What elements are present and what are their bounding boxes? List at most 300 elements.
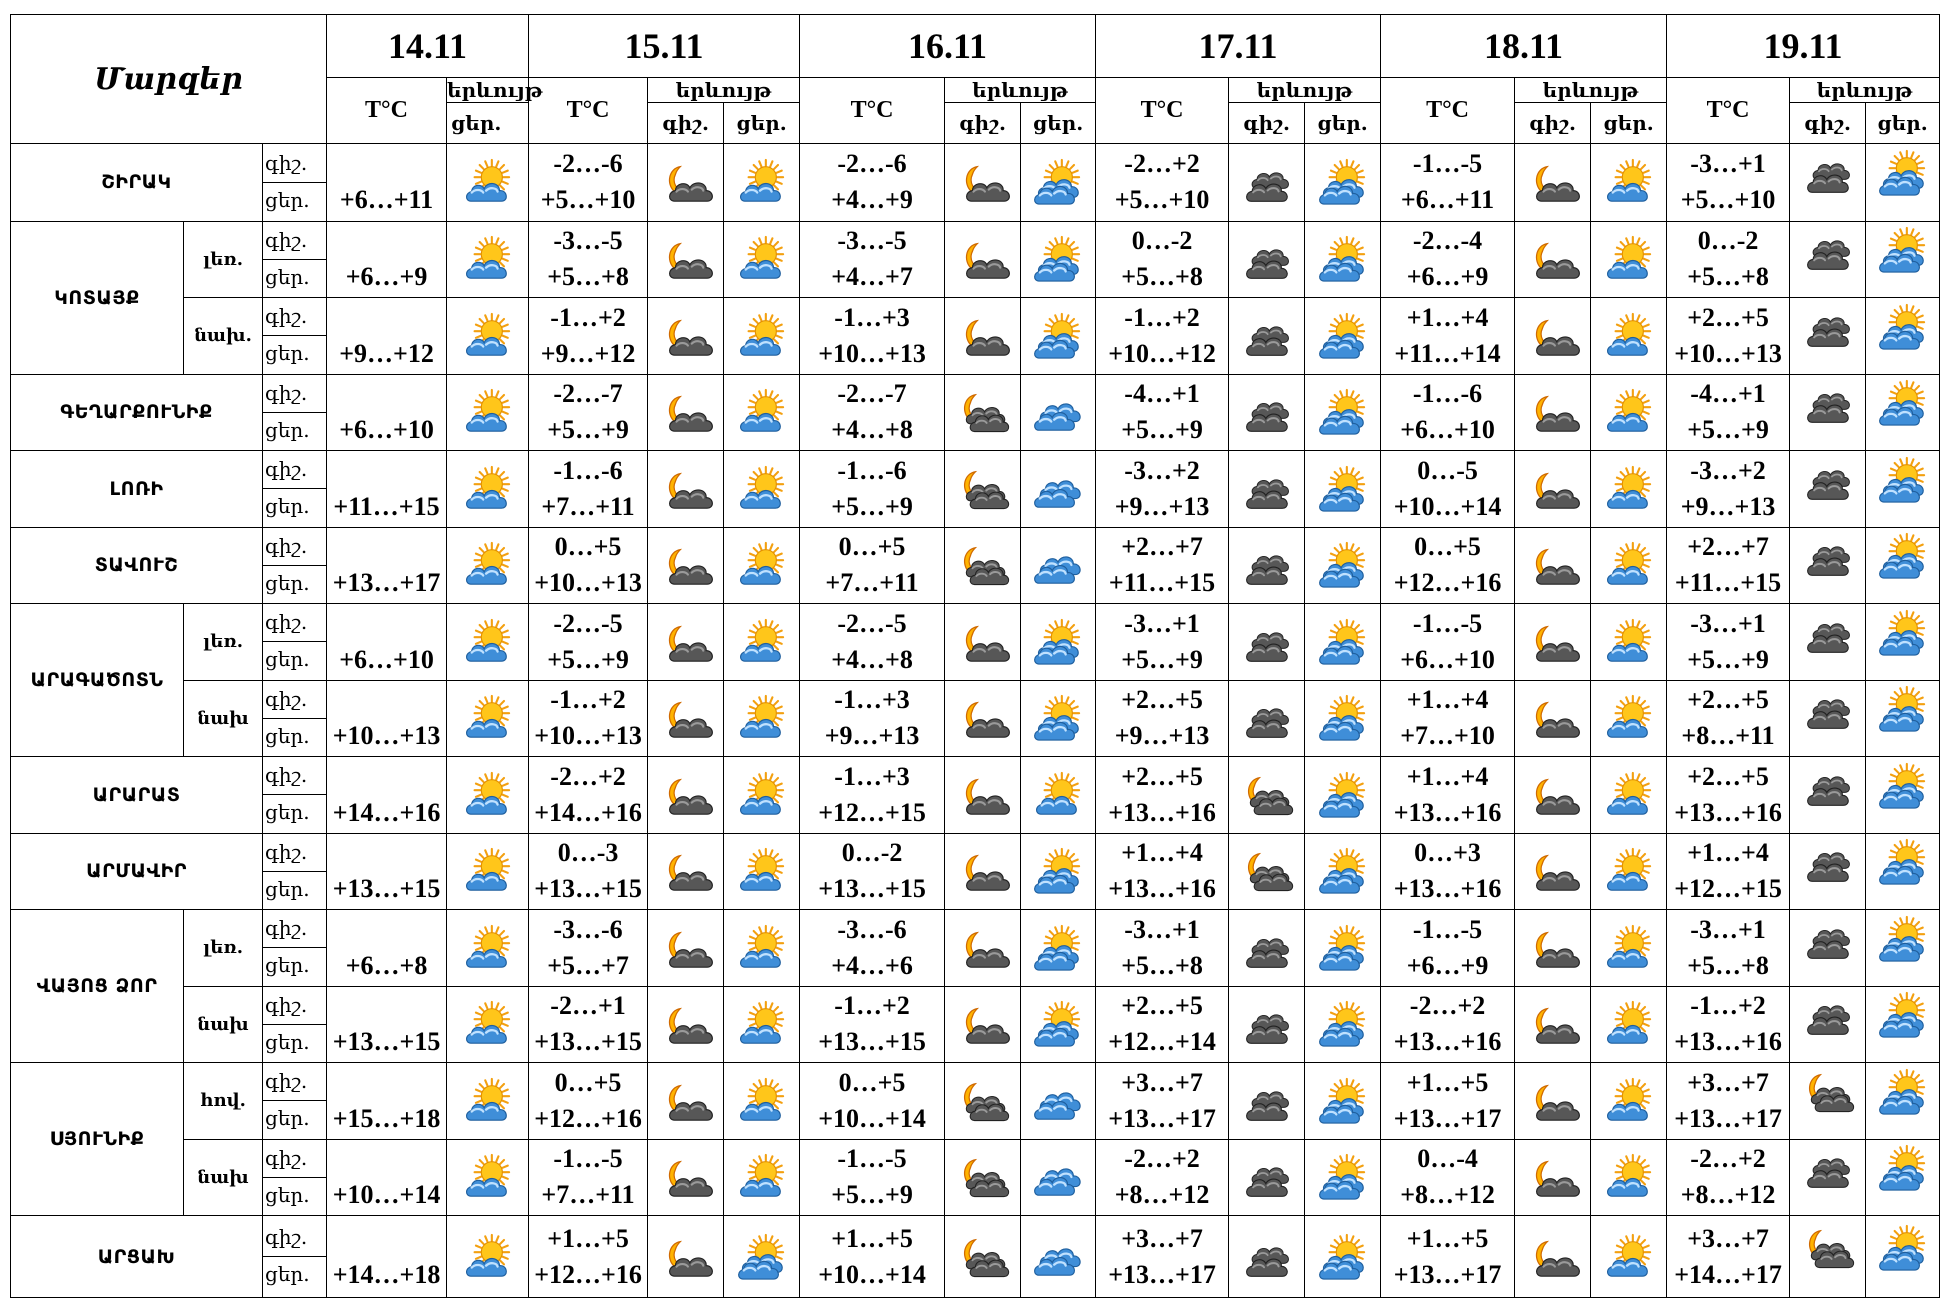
- sun-cloud-icon: [733, 1078, 791, 1124]
- night-label: գիշ.: [265, 533, 308, 558]
- sun-clouds-icon: [1314, 1078, 1372, 1124]
- night-phenomenon-cell: [1790, 910, 1866, 987]
- night-temp: -1…-6: [1412, 379, 1483, 409]
- night-label: գիշ.: [265, 916, 308, 941]
- day-phenomenon-cell: [1866, 451, 1940, 528]
- temperature-cell: [800, 910, 945, 987]
- sun-cloud-icon: [1600, 695, 1658, 741]
- clouds-icon: [1799, 457, 1857, 503]
- night-temp: -2…+2: [550, 761, 626, 791]
- temperature-cell: [1096, 298, 1229, 375]
- day-phenomenon-cell: [724, 910, 800, 987]
- day-phenomenon-cell: [1866, 1216, 1940, 1298]
- sun-cloud-icon: [733, 466, 791, 512]
- temperature-cell: [800, 757, 945, 834]
- day-phenomenon-cell: [1021, 298, 1096, 375]
- temperature-cell: [1096, 910, 1229, 987]
- sun-clouds-icon: [1874, 380, 1932, 426]
- phenomenon-cell: [447, 757, 529, 834]
- moon-cloud-icon: [1524, 1234, 1582, 1280]
- day-temp: +5…+9: [1121, 415, 1203, 445]
- day-phenomenon-cell: [1305, 910, 1381, 987]
- day-phenomenon-cell: [1021, 1063, 1096, 1140]
- day-phenomenon-cell: [1021, 221, 1096, 298]
- date-header: 16.11: [800, 15, 1096, 78]
- night-day-label: [263, 1139, 327, 1216]
- night-phenomenon-cell: [1790, 757, 1866, 834]
- temperature-cell: [1667, 1063, 1790, 1140]
- sun-clouds-icon: [1874, 533, 1932, 579]
- day-temp: +11…+14: [1394, 338, 1501, 368]
- day-temp: +14…+16: [534, 797, 642, 827]
- day-phenomenon-cell: [1305, 221, 1381, 298]
- night-temp: -3…-6: [837, 914, 907, 944]
- temperature-cell: [529, 451, 648, 528]
- night-day-label: [263, 451, 327, 528]
- temperature-cell: [1667, 833, 1790, 910]
- moon-clouds-icon: [954, 1078, 1012, 1124]
- sun-clouds-icon: [1314, 1234, 1372, 1280]
- night-phenomenon-cell: [1790, 1063, 1866, 1140]
- night-phenomenon-cell: [1229, 680, 1305, 757]
- night-temp: -2…+2: [1690, 1144, 1766, 1174]
- clouds-icon: [1238, 619, 1296, 665]
- day-phenomenon-cell: [1591, 1139, 1667, 1216]
- subregion-label: լեռ.: [184, 604, 263, 681]
- day-temp: +13…+16: [1674, 797, 1782, 827]
- day-phenomenon-cell: [1591, 1063, 1667, 1140]
- temperature-cell: [1381, 527, 1515, 604]
- blue-clouds-icon: [1029, 1234, 1087, 1280]
- day-phenomenon-cell: [1866, 680, 1940, 757]
- day-phenomenon-cell: [724, 757, 800, 834]
- day-temp: +6…+9: [1406, 262, 1489, 292]
- night-temp: -2…+1: [550, 991, 626, 1021]
- night-temp: -3…+2: [1690, 455, 1766, 485]
- temperature-cell: [529, 1063, 648, 1140]
- region-name: ԱՐՑԱԽ: [11, 1216, 263, 1298]
- sun-cloud-icon: [733, 1154, 791, 1200]
- night-phenomenon-cell: [945, 910, 1021, 987]
- night-day-label: [263, 527, 327, 604]
- day-phenomenon-cell: [1591, 757, 1667, 834]
- night-temp: 0…-5: [1417, 455, 1478, 485]
- night-day-label: [263, 298, 327, 375]
- phenomenon-cell: [447, 910, 529, 987]
- temperature-cell: [800, 604, 945, 681]
- date-row: [11, 15, 1940, 78]
- day-temp: +4…+8: [831, 415, 913, 445]
- day-label: ցեր.: [263, 947, 326, 984]
- sun-clouds-icon: [1874, 227, 1932, 273]
- moon-cloud-icon: [954, 848, 1012, 894]
- table-row: [11, 604, 1940, 681]
- night-phenomenon-cell: [945, 757, 1021, 834]
- night-label: գիշ.: [265, 1145, 308, 1170]
- moon-cloud-icon: [657, 1001, 715, 1047]
- day-label: ցեր.: [263, 182, 326, 219]
- table-row: [11, 910, 1940, 987]
- temperature-cell: [1381, 986, 1515, 1063]
- temperature-cell: [1667, 221, 1790, 298]
- night-temp: +2…+5: [1687, 685, 1769, 715]
- temperature-cell: [1096, 1216, 1229, 1298]
- moon-cloud-icon: [657, 1234, 715, 1280]
- day-temp: +5…+10: [540, 185, 636, 215]
- night-day-label: [263, 680, 327, 757]
- temperature-cell: [800, 1139, 945, 1216]
- day-phenomenon-cell: [1866, 221, 1940, 298]
- moon-cloud-icon: [1524, 772, 1582, 818]
- night-temp: +2…+7: [1121, 532, 1203, 562]
- day-phenomenon-cell: [1866, 986, 1940, 1063]
- day-phenomenon-cell: [1591, 374, 1667, 451]
- sun-clouds-icon: [1029, 925, 1087, 971]
- day-label: ցեր.: [263, 1024, 326, 1061]
- temperature-cell: [1667, 451, 1790, 528]
- temperature-cell: [529, 527, 648, 604]
- night-phenomenon-cell: [1229, 1216, 1305, 1298]
- clouds-icon: [1238, 466, 1296, 512]
- night-label: գիշ.: [265, 610, 308, 635]
- night-phenomenon-cell: [945, 1063, 1021, 1140]
- phenomenon-header: երևույթ: [1229, 78, 1381, 103]
- night-header: գիշ.: [1229, 103, 1305, 144]
- sun-cloud-icon: [459, 466, 517, 512]
- temperature-cell: [800, 1216, 945, 1298]
- date-header: 14.11: [327, 15, 529, 78]
- temperature-cell: [529, 833, 648, 910]
- temperature-cell: [529, 757, 648, 834]
- moon-cloud-icon: [657, 313, 715, 359]
- table-row: [11, 1063, 1940, 1140]
- temperature-cell: [1381, 604, 1515, 681]
- day-header: ցեր.: [1021, 103, 1096, 144]
- night-temp: -3…+1: [1690, 608, 1766, 638]
- sun-clouds-icon: [1029, 159, 1087, 205]
- night-phenomenon-cell: [1229, 910, 1305, 987]
- temperature-cell: [529, 144, 648, 222]
- night-phenomenon-cell: [1515, 298, 1591, 375]
- day-label: ցեր.: [263, 1256, 326, 1293]
- night-day-label: [263, 833, 327, 910]
- subregion-label: նախ: [184, 1139, 263, 1216]
- day-phenomenon-cell: [724, 451, 800, 528]
- region-name: ԱՐՄԱՎԻՐ: [11, 833, 263, 910]
- day-temp: +8…+12: [1114, 1180, 1210, 1210]
- night-day-label: [263, 374, 327, 451]
- day-temp: +13…+17: [1393, 1259, 1502, 1289]
- day-phenomenon-cell: [1305, 374, 1381, 451]
- night-temp: +1…+5: [1406, 1067, 1489, 1097]
- day-phenomenon-cell: [1591, 1216, 1667, 1298]
- temperature-cell: [529, 604, 648, 681]
- subregion-label: հով.: [184, 1063, 263, 1140]
- day-phenomenon-cell: [724, 986, 800, 1063]
- sun-clouds-icon: [1314, 619, 1372, 665]
- night-temp: -1…+2: [834, 991, 910, 1021]
- blue-clouds-icon: [1029, 466, 1087, 512]
- moon-cloud-icon: [657, 848, 715, 894]
- sun-clouds-icon: [1314, 236, 1372, 282]
- sun-cloud-icon: [1600, 542, 1658, 588]
- day-temp: +9…+13: [1114, 491, 1210, 521]
- day-temp: +13…+17: [1393, 1103, 1502, 1133]
- night-day-label: [263, 1216, 327, 1298]
- night-phenomenon-cell: [648, 986, 724, 1063]
- day-temp: +4…+7: [831, 262, 913, 292]
- temperature-cell: +9…+12: [327, 298, 447, 375]
- day-temp: +11…+15: [1108, 568, 1216, 598]
- night-temp: -1…+2: [550, 685, 626, 715]
- day-header: ցեր.: [1305, 103, 1381, 144]
- moon-cloud-icon: [657, 619, 715, 665]
- night-temp: 0…-2: [1131, 226, 1193, 256]
- day-temp: +7…+11: [825, 568, 919, 598]
- day-temp: +10…+14: [818, 1103, 926, 1133]
- night-temp: -3…+1: [1690, 149, 1766, 179]
- day-temp: +5…+8: [1687, 950, 1769, 980]
- night-phenomenon-cell: [648, 374, 724, 451]
- day-temp: +5…+9: [547, 644, 629, 674]
- night-temp: -2…-6: [837, 149, 907, 179]
- day-phenomenon-cell: [1591, 910, 1667, 987]
- phenomenon-cell: [447, 298, 529, 375]
- night-phenomenon-cell: [945, 680, 1021, 757]
- sun-cloud-icon: [1600, 236, 1658, 282]
- day-temp: +10…+13: [1674, 338, 1782, 368]
- phenomenon-cell: [447, 451, 529, 528]
- sun-cloud-icon: [459, 619, 517, 665]
- night-phenomenon-cell: [648, 833, 724, 910]
- forecast-body: [11, 144, 1940, 1298]
- temp-header: T°C: [529, 78, 648, 144]
- day-phenomenon-cell: [1021, 757, 1096, 834]
- day-temp: +13…+17: [1108, 1103, 1216, 1133]
- day-temp: +7…+10: [1400, 721, 1495, 751]
- night-temp: +1…+5: [1406, 1223, 1489, 1253]
- moon-cloud-icon: [954, 313, 1012, 359]
- sun-clouds-icon: [1314, 313, 1372, 359]
- temperature-cell: [1667, 910, 1790, 987]
- sun-cloud-icon: [733, 159, 791, 205]
- day-header: ցեր.: [1866, 103, 1940, 144]
- day-phenomenon-cell: [1591, 833, 1667, 910]
- day-temp: +13…+16: [1108, 797, 1216, 827]
- day-phenomenon-cell: [1305, 451, 1381, 528]
- night-phenomenon-cell: [648, 451, 724, 528]
- moon-cloud-icon: [657, 236, 715, 282]
- day-phenomenon-cell: [724, 1063, 800, 1140]
- region-name: ԱՐԱՐԱՏ: [11, 757, 263, 834]
- day-temp: +13…+15: [818, 874, 926, 904]
- temperature-cell: +15…+18: [327, 1063, 447, 1140]
- clouds-icon: [1799, 1145, 1857, 1191]
- night-label: գիշ.: [265, 304, 308, 329]
- day-temp: +9…+13: [824, 721, 920, 751]
- temperature-cell: [1096, 374, 1229, 451]
- moon-cloud-icon: [954, 925, 1012, 971]
- moon-cloud-icon: [657, 159, 715, 205]
- date-header: 18.11: [1381, 15, 1667, 78]
- moon-cloud-icon: [954, 695, 1012, 741]
- moon-cloud-icon: [657, 1154, 715, 1200]
- day-phenomenon-cell: [1021, 1216, 1096, 1298]
- night-phenomenon-cell: [1515, 221, 1591, 298]
- clouds-icon: [1799, 304, 1857, 350]
- day-phenomenon-cell: [1021, 833, 1096, 910]
- temperature-cell: [1667, 527, 1790, 604]
- sun-cloud-icon: [459, 1078, 517, 1124]
- night-temp: -1…-5: [1412, 914, 1483, 944]
- temperature-cell: [1667, 298, 1790, 375]
- moon-cloud-icon: [954, 1001, 1012, 1047]
- temperature-cell: [1381, 1216, 1515, 1298]
- region-name: ՇԻՐԱԿ: [11, 144, 263, 222]
- night-phenomenon-cell: [1515, 144, 1591, 222]
- day-label: ցեր.: [263, 1100, 326, 1137]
- night-phenomenon-cell: [1790, 144, 1866, 222]
- night-phenomenon-cell: [945, 604, 1021, 681]
- day-temp: +13…+16: [1393, 1027, 1502, 1057]
- temp-header: T°C: [800, 78, 945, 144]
- phenomenon-cell: [447, 1063, 529, 1140]
- sun-cloud-icon: [459, 1234, 517, 1280]
- night-phenomenon-cell: [648, 144, 724, 222]
- day-phenomenon-cell: [724, 1139, 800, 1216]
- clouds-icon: [1238, 1234, 1296, 1280]
- night-phenomenon-cell: [1515, 833, 1591, 910]
- night-phenomenon-cell: [1790, 221, 1866, 298]
- day-temp: +13…+16: [1108, 874, 1216, 904]
- night-label: գիշ.: [265, 839, 308, 864]
- temperature-cell: [800, 144, 945, 222]
- sun-cloud-icon: [1600, 848, 1658, 894]
- sun-cloud-icon: [733, 848, 791, 894]
- sun-cloud-icon: [1600, 466, 1658, 512]
- day-temp: +5…+8: [547, 262, 629, 292]
- clouds-icon: [1238, 1154, 1296, 1200]
- region-name: ԼՈՌԻ: [11, 451, 263, 528]
- moon-cloud-icon: [954, 236, 1012, 282]
- night-temp: -2…-5: [553, 608, 623, 638]
- day-temp: +9…+12: [540, 338, 636, 368]
- clouds-icon: [1238, 695, 1296, 741]
- sun-clouds-icon: [1874, 150, 1932, 196]
- day-temp: +8…+11: [1681, 721, 1775, 751]
- sun-cloud-icon: [459, 848, 517, 894]
- day-temp: +13…+17: [1674, 1103, 1782, 1133]
- day-temp: +13…+15: [534, 1027, 642, 1057]
- night-temp: +2…+5: [1687, 761, 1769, 791]
- day-phenomenon-cell: [1305, 757, 1381, 834]
- moon-clouds-icon: [954, 542, 1012, 588]
- day-temp: +12…+16: [1393, 568, 1502, 598]
- night-phenomenon-cell: [1790, 1139, 1866, 1216]
- temperature-cell: [529, 221, 648, 298]
- blue-clouds-icon: [1029, 1078, 1087, 1124]
- clouds-icon: [1238, 925, 1296, 971]
- night-temp: +3…+7: [1121, 1223, 1203, 1253]
- table-row: [11, 986, 1940, 1063]
- day-temp: +10…+13: [534, 721, 642, 751]
- sun-clouds-icon: [1874, 610, 1932, 656]
- clouds-icon: [1238, 542, 1296, 588]
- day-temp: +12…+14: [1108, 1027, 1216, 1057]
- night-temp: +3…+7: [1121, 1067, 1203, 1097]
- sun-clouds-icon: [1314, 925, 1372, 971]
- night-day-label: [263, 757, 327, 834]
- night-temp: -2…-6: [553, 149, 623, 179]
- day-phenomenon-cell: [724, 374, 800, 451]
- sun-cloud-icon: [1600, 619, 1658, 665]
- table-row: [11, 451, 1940, 528]
- night-phenomenon-cell: [1515, 986, 1591, 1063]
- table-row: [11, 144, 1940, 222]
- night-temp: -2…+2: [1124, 1144, 1200, 1174]
- day-phenomenon-cell: [1591, 527, 1667, 604]
- night-temp: +1…+4: [1406, 302, 1489, 332]
- sun-clouds-icon: [1029, 313, 1087, 359]
- night-day-label: [263, 604, 327, 681]
- region-name: ՎԱՅՈՑ ՁՈՐ: [11, 910, 184, 1063]
- night-phenomenon-cell: [1790, 986, 1866, 1063]
- night-phenomenon-cell: [1790, 680, 1866, 757]
- day-temp: +13…+16: [1393, 797, 1502, 827]
- day-phenomenon-cell: [1591, 451, 1667, 528]
- day-temp: +5…+9: [1687, 644, 1769, 674]
- night-phenomenon-cell: [1790, 604, 1866, 681]
- day-phenomenon-cell: [1305, 527, 1381, 604]
- table-row: [11, 1216, 1940, 1298]
- day-temp: +5…+9: [831, 1180, 913, 1210]
- moon-cloud-icon: [657, 542, 715, 588]
- night-temp: +2…+5: [1121, 761, 1203, 791]
- temperature-cell: [1667, 604, 1790, 681]
- moon-clouds-icon: [954, 389, 1012, 435]
- day-header: ցեր.: [447, 103, 529, 144]
- night-phenomenon-cell: [1229, 451, 1305, 528]
- day-temp: +10…+14: [818, 1259, 926, 1289]
- night-label: գիշ.: [265, 227, 308, 252]
- day-phenomenon-cell: [1305, 604, 1381, 681]
- night-phenomenon-cell: [1790, 298, 1866, 375]
- night-day-label: [263, 221, 327, 298]
- night-temp: -2…+2: [1124, 149, 1200, 179]
- day-temp: +8…+12: [1680, 1180, 1776, 1210]
- day-temp: +9…+13: [1680, 491, 1776, 521]
- phenomenon-header: երևույթ: [648, 78, 800, 103]
- night-phenomenon-cell: [648, 527, 724, 604]
- temperature-cell: [1381, 144, 1515, 222]
- night-temp: -1…+3: [834, 761, 910, 791]
- night-label: գիշ.: [265, 1225, 308, 1250]
- day-temp: +6…+10: [1400, 415, 1495, 445]
- night-temp: -3…+1: [1690, 914, 1766, 944]
- temperature-cell: [1381, 833, 1515, 910]
- night-temp: -3…+2: [1124, 455, 1200, 485]
- temperature-cell: +13…+15: [327, 833, 447, 910]
- temperature-cell: [529, 910, 648, 987]
- night-header: գիշ.: [945, 103, 1021, 144]
- table-row: [11, 1139, 1940, 1216]
- night-label: գիշ.: [265, 150, 308, 175]
- sun-cloud-icon: [1600, 1001, 1658, 1047]
- day-temp: +8…+12: [1400, 1180, 1495, 1210]
- night-phenomenon-cell: [945, 527, 1021, 604]
- clouds-icon: [1799, 992, 1857, 1038]
- phenomenon-header: երևույթ: [1515, 78, 1667, 103]
